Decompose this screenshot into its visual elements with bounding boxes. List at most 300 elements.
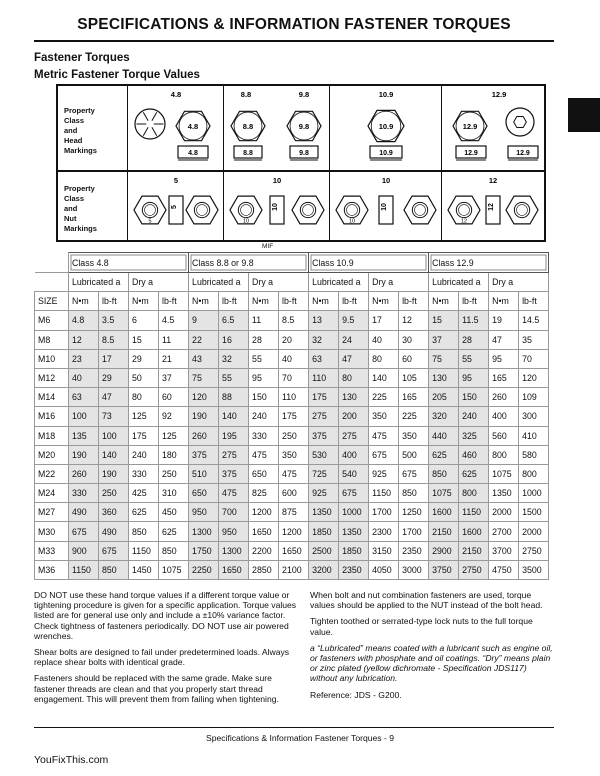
torque-value-cell: 3200 — [309, 560, 339, 579]
unit-header-nm: N•m — [249, 292, 279, 311]
condition-header-dry: Dry a — [129, 273, 189, 292]
torque-value-cell: 140 — [369, 368, 399, 387]
torque-value-cell: 150 — [459, 388, 489, 407]
bolt-head-hex-label: 9.8 — [298, 122, 310, 131]
note-paragraph: Tighten toothed or serrated-type lock nuts to the full torque value. — [310, 616, 533, 637]
torque-value-cell: 490 — [99, 522, 129, 541]
torque-value-cell: 625 — [429, 445, 459, 464]
torque-value-cell: 20 — [279, 330, 309, 349]
torque-value-cell: 195 — [219, 426, 249, 445]
torque-value-cell: 1200 — [249, 503, 279, 522]
torque-value-cell: 375 — [309, 426, 339, 445]
torque-value-cell: 3500 — [519, 560, 549, 579]
bolt-side-label: 4.8 — [188, 150, 198, 157]
torque-value-cell: 475 — [249, 445, 279, 464]
torque-value-cell: 63 — [69, 388, 99, 407]
torque-value-cell: 105 — [399, 368, 429, 387]
unit-header-row — [35, 292, 549, 311]
torque-value-cell: 240 — [129, 445, 159, 464]
torque-value-cell: 150 — [249, 388, 279, 407]
nut-face-label: 5 — [148, 218, 152, 225]
torque-value-cell: 2700 — [489, 522, 519, 541]
torque-value-cell: 1700 — [369, 503, 399, 522]
torque-value-cell: 190 — [99, 464, 129, 483]
torque-value-cell: 100 — [69, 407, 99, 426]
torque-value-cell: 12 — [69, 330, 99, 349]
torque-value-cell: 1000 — [339, 503, 369, 522]
table-row — [35, 368, 549, 387]
torque-value-cell: 40 — [369, 330, 399, 349]
torque-value-cell: 400 — [489, 407, 519, 426]
torque-value-cell: 875 — [279, 503, 309, 522]
torque-value-cell: 55 — [459, 349, 489, 368]
torque-value-cell: 32 — [309, 330, 339, 349]
header-divider — [34, 40, 554, 42]
torque-value-cell: 425 — [129, 484, 159, 503]
torque-value-cell: 410 — [519, 426, 549, 445]
unit-header-lbft: lb-ft — [519, 292, 549, 311]
torque-value-cell: 21 — [159, 349, 189, 368]
torque-value-cell: 6 — [129, 311, 159, 330]
torque-value-cell: 900 — [69, 541, 99, 560]
torque-value-cell: 850 — [99, 560, 129, 579]
nut-side — [169, 196, 183, 224]
torque-value-cell: 80 — [129, 388, 159, 407]
torque-value-cell: 16 — [219, 330, 249, 349]
torque-value-cell: 9.5 — [339, 311, 369, 330]
class-label: 12.9 — [491, 90, 507, 99]
bolt-side-label: 8.8 — [243, 150, 253, 157]
nut-marking-cell — [224, 172, 330, 240]
corner-cell — [35, 273, 69, 292]
torque-value-cell: 1650 — [279, 541, 309, 560]
torque-value-cell: 375 — [189, 445, 219, 464]
section-title: Fastener Torques — [34, 52, 130, 64]
unit-header-nm: N•m — [369, 292, 399, 311]
nut-face-plain — [404, 196, 436, 224]
torque-value-cell: 3.5 — [99, 311, 129, 330]
torque-value-cell: 330 — [249, 426, 279, 445]
torque-value-cell: 475 — [279, 464, 309, 483]
class-label: 9.8 — [298, 90, 310, 99]
torque-value-cell: 75 — [429, 349, 459, 368]
torque-value-cell: 440 — [429, 426, 459, 445]
table-row — [35, 349, 549, 368]
bolt-head-hex-label: 12.9 — [462, 122, 478, 131]
torque-value-cell: 310 — [159, 484, 189, 503]
torque-value-cell: 125 — [159, 426, 189, 445]
nut-face-label: 10 — [242, 218, 250, 225]
torque-value-cell: 530 — [309, 445, 339, 464]
torque-value-cell: 1300 — [189, 522, 219, 541]
torque-value-cell: 165 — [489, 368, 519, 387]
bolt-side-label: 10.9 — [379, 150, 393, 157]
bolt-head-hex-label: 10.9 — [378, 122, 394, 131]
condition-header-row — [35, 273, 549, 292]
torque-value-cell: 225 — [399, 407, 429, 426]
page-footer: Specifications & Information Fastener Torques - 9 — [205, 733, 395, 743]
torque-value-cell: 1300 — [219, 541, 249, 560]
torque-value-cell: 4750 — [489, 560, 519, 579]
torque-value-cell: 825 — [249, 484, 279, 503]
torque-value-cell: 17 — [99, 349, 129, 368]
size-cell: M14 — [35, 388, 69, 407]
torque-value-cell: 2000 — [519, 522, 549, 541]
torque-value-cell: 120 — [519, 368, 549, 387]
torque-value-cell: 950 — [189, 503, 219, 522]
torque-value-cell: 190 — [69, 445, 99, 464]
torque-value-cell: 75 — [189, 368, 219, 387]
table-row — [35, 484, 549, 503]
torque-value-cell: 37 — [159, 368, 189, 387]
torque-value-cell: 3700 — [489, 541, 519, 560]
torque-value-cell: 12 — [399, 311, 429, 330]
size-cell: M22 — [35, 464, 69, 483]
torque-value-cell: 2750 — [459, 560, 489, 579]
torque-value-cell: 320 — [429, 407, 459, 426]
table-row — [35, 445, 549, 464]
torque-value-cell: 540 — [339, 464, 369, 483]
nut-marking-cell — [330, 172, 442, 240]
condition-header-lubricated: Lubricated a — [309, 273, 369, 292]
torque-value-cell: 250 — [159, 464, 189, 483]
torque-value-cell: 675 — [69, 522, 99, 541]
torque-value-cell: 675 — [399, 464, 429, 483]
section-subtitle: Metric Fastener Torque Values — [34, 69, 200, 81]
nut-side-label: 10 — [381, 203, 388, 211]
torque-value-cell: 43 — [189, 349, 219, 368]
torque-value-cell: 88 — [219, 388, 249, 407]
torque-value-cell: 140 — [219, 407, 249, 426]
torque-value-cell: 2150 — [459, 541, 489, 560]
unit-header-lbft: lb-ft — [279, 292, 309, 311]
torque-value-cell: 800 — [519, 464, 549, 483]
torque-value-cell: 375 — [219, 464, 249, 483]
size-cell: M33 — [35, 541, 69, 560]
site-name: YouFixThis.com — [34, 754, 109, 766]
torque-value-cell: 275 — [339, 426, 369, 445]
torque-value-cell: 1700 — [399, 522, 429, 541]
torque-value-cell: 850 — [129, 522, 159, 541]
bolt-side-label: 9.8 — [299, 150, 309, 157]
torque-value-cell: 1350 — [339, 522, 369, 541]
torque-value-cell: 140 — [99, 445, 129, 464]
head-marking-cell — [442, 86, 544, 170]
torque-value-cell: 13 — [309, 311, 339, 330]
torque-value-cell: 19 — [489, 311, 519, 330]
unit-header-nm: N•m — [429, 292, 459, 311]
torque-value-cell: 3750 — [429, 560, 459, 579]
torque-value-cell: 47 — [489, 330, 519, 349]
torque-value-cell: 1200 — [279, 522, 309, 541]
torque-value-cell: 2900 — [429, 541, 459, 560]
class-header: Class 8.8 or 9.8 — [189, 253, 309, 273]
torque-value-cell: 205 — [429, 388, 459, 407]
torque-value-cell: 725 — [309, 464, 339, 483]
nut-markings-label: Property Class and Nut Markings — [58, 172, 128, 240]
nut-marking-cell — [128, 172, 224, 240]
torque-value-cell: 11 — [159, 330, 189, 349]
size-header: SIZE — [35, 292, 69, 311]
torque-value-cell: 2500 — [309, 541, 339, 560]
size-cell: M8 — [35, 330, 69, 349]
head-marking-cell — [330, 86, 442, 170]
torque-value-cell: 700 — [219, 503, 249, 522]
torque-value-cell: 2200 — [249, 541, 279, 560]
torque-value-cell: 510 — [189, 464, 219, 483]
table-row — [35, 407, 549, 426]
torque-value-cell: 37 — [429, 330, 459, 349]
class-header: Class 10.9 — [309, 253, 429, 273]
unit-header-lbft: lb-ft — [159, 292, 189, 311]
condition-header-lubricated: Lubricated a — [69, 273, 129, 292]
table-row — [35, 388, 549, 407]
size-cell: M27 — [35, 503, 69, 522]
head-markings-label: Property Class and Head Markings — [58, 86, 128, 170]
torque-value-cell: 850 — [159, 541, 189, 560]
table-row — [35, 522, 549, 541]
torque-value-cell: 350 — [279, 445, 309, 464]
torque-value-cell: 1450 — [129, 560, 159, 579]
torque-value-cell: 1000 — [519, 484, 549, 503]
size-cell: M10 — [35, 349, 69, 368]
class-header: Class 4.8 — [69, 253, 189, 273]
unit-header-lbft: lb-ft — [399, 292, 429, 311]
table-row — [35, 426, 549, 445]
torque-value-cell: 400 — [339, 445, 369, 464]
torque-value-cell: 29 — [99, 368, 129, 387]
torque-value-cell: 490 — [69, 503, 99, 522]
head-marking-cell — [128, 86, 224, 170]
note-paragraph: DO NOT use these hand torque values if a different torque value or tightening procedure is given for a specific application. Torque values listed are for general use only and include a ±10% variance factor. Check tightness of fasteners periodically. DO NOT use air powered wrenches. — [34, 590, 297, 641]
torque-value-cell: 125 — [129, 407, 159, 426]
torque-value-cell: 650 — [189, 484, 219, 503]
torque-value-cell: 70 — [279, 368, 309, 387]
torque-value-cell: 29 — [129, 349, 159, 368]
torque-value-cell: 2250 — [189, 560, 219, 579]
reference-note: Reference: JDS - G200. — [310, 689, 402, 700]
torque-value-cell: 1150 — [69, 560, 99, 579]
torque-value-cell: 2000 — [489, 503, 519, 522]
torque-value-cell: 3150 — [369, 541, 399, 560]
torque-value-cell: 275 — [309, 407, 339, 426]
unit-header-nm: N•m — [489, 292, 519, 311]
torque-value-cell: 330 — [69, 484, 99, 503]
table-row — [35, 330, 549, 349]
torque-value-cell: 9 — [189, 311, 219, 330]
torque-value-cell: 1500 — [519, 503, 549, 522]
torque-value-cell: 55 — [219, 368, 249, 387]
torque-value-cell: 1350 — [489, 484, 519, 503]
torque-value-cell: 580 — [519, 445, 549, 464]
bolt-side-label: 12.9 — [464, 150, 478, 157]
torque-value-cell: 1150 — [129, 541, 159, 560]
bolt-side-label: 12.9 — [516, 150, 530, 157]
unit-header-lbft: lb-ft — [459, 292, 489, 311]
torque-value-cell: 625 — [159, 522, 189, 541]
torque-value-cell: 950 — [219, 522, 249, 541]
torque-value-cell: 73 — [99, 407, 129, 426]
torque-value-cell: 350 — [399, 426, 429, 445]
nut-marking-cell — [442, 172, 544, 240]
torque-value-cell: 28 — [249, 330, 279, 349]
notes-left — [34, 590, 300, 710]
class-header-row — [35, 253, 549, 273]
condition-header-lubricated: Lubricated a — [429, 273, 489, 292]
table-row — [35, 560, 549, 579]
torque-value-cell: 175 — [309, 388, 339, 407]
torque-value-cell: 2300 — [369, 522, 399, 541]
torque-value-cell: 260 — [489, 388, 519, 407]
torque-value-cell: 625 — [459, 464, 489, 483]
torque-value-cell: 925 — [309, 484, 339, 503]
torque-value-cell: 1250 — [399, 503, 429, 522]
torque-value-cell: 15 — [129, 330, 159, 349]
size-cell: M12 — [35, 368, 69, 387]
condition-header-dry: Dry a — [369, 273, 429, 292]
nut-class-label: 12 — [488, 176, 498, 185]
torque-value-cell: 175 — [279, 407, 309, 426]
torque-value-cell: 15 — [429, 311, 459, 330]
head-marking-cell — [224, 86, 330, 170]
size-cell: M30 — [35, 522, 69, 541]
torque-value-cell: 925 — [369, 464, 399, 483]
torque-value-cell: 50 — [129, 368, 159, 387]
nut-side-label: 5 — [171, 205, 178, 209]
size-cell: M18 — [35, 426, 69, 445]
torque-value-cell: 1850 — [309, 522, 339, 541]
torque-value-cell: 450 — [159, 503, 189, 522]
torque-value-cell: 4050 — [369, 560, 399, 579]
torque-value-cell: 80 — [369, 349, 399, 368]
nut-side-label: 12 — [488, 203, 495, 211]
torque-value-cell: 2150 — [429, 522, 459, 541]
torque-value-cell: 460 — [459, 445, 489, 464]
torque-value-cell: 1650 — [219, 560, 249, 579]
torque-value-cell: 475 — [219, 484, 249, 503]
nut-face-plain — [292, 196, 324, 224]
unit-header-lbft: lb-ft — [339, 292, 369, 311]
torque-value-cell: 8.5 — [279, 311, 309, 330]
torque-value-cell: 14.5 — [519, 311, 549, 330]
bolt-head-hex-label: 8.8 — [242, 122, 254, 131]
note-paragraph: When bolt and nut combination fasteners are used, torque values should be applied to the NUT instead of the bolt head. — [310, 590, 543, 611]
size-cell: M24 — [35, 484, 69, 503]
class-label: 10.9 — [378, 90, 394, 99]
torque-value-cell: 95 — [489, 349, 519, 368]
torque-value-cell: 2350 — [399, 541, 429, 560]
torque-value-cell: 200 — [339, 407, 369, 426]
torque-value-cell: 180 — [159, 445, 189, 464]
unit-header-lbft: lb-ft — [219, 292, 249, 311]
notes-right — [310, 590, 556, 706]
torque-value-cell: 1600 — [459, 522, 489, 541]
torque-value-cell: 850 — [399, 484, 429, 503]
torque-value-cell: 325 — [459, 426, 489, 445]
torque-value-cell: 92 — [159, 407, 189, 426]
torque-value-cell: 28 — [459, 330, 489, 349]
torque-value-cell: 11 — [249, 311, 279, 330]
torque-value-cell: 35 — [519, 330, 549, 349]
figure-code: MIF — [262, 243, 274, 250]
markings-diagram — [56, 84, 546, 242]
head-markings-row — [58, 86, 544, 172]
torque-value-cell: 55 — [249, 349, 279, 368]
torque-value-cell: 40 — [279, 349, 309, 368]
torque-value-cell: 130 — [339, 388, 369, 407]
torque-value-cell: 240 — [249, 407, 279, 426]
torque-value-cell: 8.5 — [99, 330, 129, 349]
torque-value-cell: 32 — [219, 349, 249, 368]
torque-value-cell: 360 — [99, 503, 129, 522]
torque-value-cell: 650 — [249, 464, 279, 483]
torque-value-cell: 110 — [309, 368, 339, 387]
torque-value-cell: 1150 — [369, 484, 399, 503]
nut-side-label: 10 — [272, 203, 279, 211]
torque-value-cell: 800 — [489, 445, 519, 464]
condition-header-dry: Dry a — [249, 273, 309, 292]
torque-value-cell: 22 — [189, 330, 219, 349]
condition-header-lubricated: Lubricated a — [189, 273, 249, 292]
torque-value-cell: 6.5 — [219, 311, 249, 330]
torque-value-cell: 2750 — [519, 541, 549, 560]
torque-value-cell: 675 — [99, 541, 129, 560]
nut-markings-row — [58, 172, 544, 240]
table-row — [35, 541, 549, 560]
unit-header-nm: N•m — [189, 292, 219, 311]
torque-value-cell: 600 — [279, 484, 309, 503]
torque-value-cell: 60 — [159, 388, 189, 407]
torque-value-cell: 3000 — [399, 560, 429, 579]
nut-class-label: 5 — [173, 176, 179, 185]
torque-value-cell: 2350 — [339, 560, 369, 579]
size-cell: M16 — [35, 407, 69, 426]
condition-header-dry: Dry a — [489, 273, 549, 292]
torque-value-cell: 475 — [369, 426, 399, 445]
torque-value-cell: 675 — [369, 445, 399, 464]
torque-value-cell: 260 — [189, 426, 219, 445]
section-tab-marker — [568, 98, 600, 132]
torque-value-cell: 47 — [99, 388, 129, 407]
torque-value-cell: 1750 — [189, 541, 219, 560]
torque-value-cell: 17 — [369, 311, 399, 330]
bolt-head-hex-label: 4.8 — [187, 122, 199, 131]
class-label: 8.8 — [240, 90, 252, 99]
torque-value-cell: 95 — [459, 368, 489, 387]
nut-face-plain — [506, 196, 538, 224]
torque-value-cell: 63 — [309, 349, 339, 368]
unit-header-lbft: lb-ft — [99, 292, 129, 311]
torque-value-cell: 675 — [339, 484, 369, 503]
torque-value-cell: 1850 — [339, 541, 369, 560]
torque-value-cell: 560 — [489, 426, 519, 445]
torque-value-cell: 275 — [219, 445, 249, 464]
nut-face-label: 12 — [460, 218, 468, 225]
torque-value-cell: 1350 — [309, 503, 339, 522]
size-cell: M36 — [35, 560, 69, 579]
torque-value-cell: 2100 — [279, 560, 309, 579]
torque-value-cell: 350 — [369, 407, 399, 426]
torque-value-cell: 23 — [69, 349, 99, 368]
torque-value-cell: 800 — [459, 484, 489, 503]
torque-value-cell: 1150 — [459, 503, 489, 522]
torque-value-cell: 47 — [339, 349, 369, 368]
nut-face-plain — [186, 196, 218, 224]
torque-value-cell: 850 — [429, 464, 459, 483]
size-cell: M6 — [35, 311, 69, 330]
torque-value-cell: 24 — [339, 330, 369, 349]
torque-value-cell: 80 — [339, 368, 369, 387]
